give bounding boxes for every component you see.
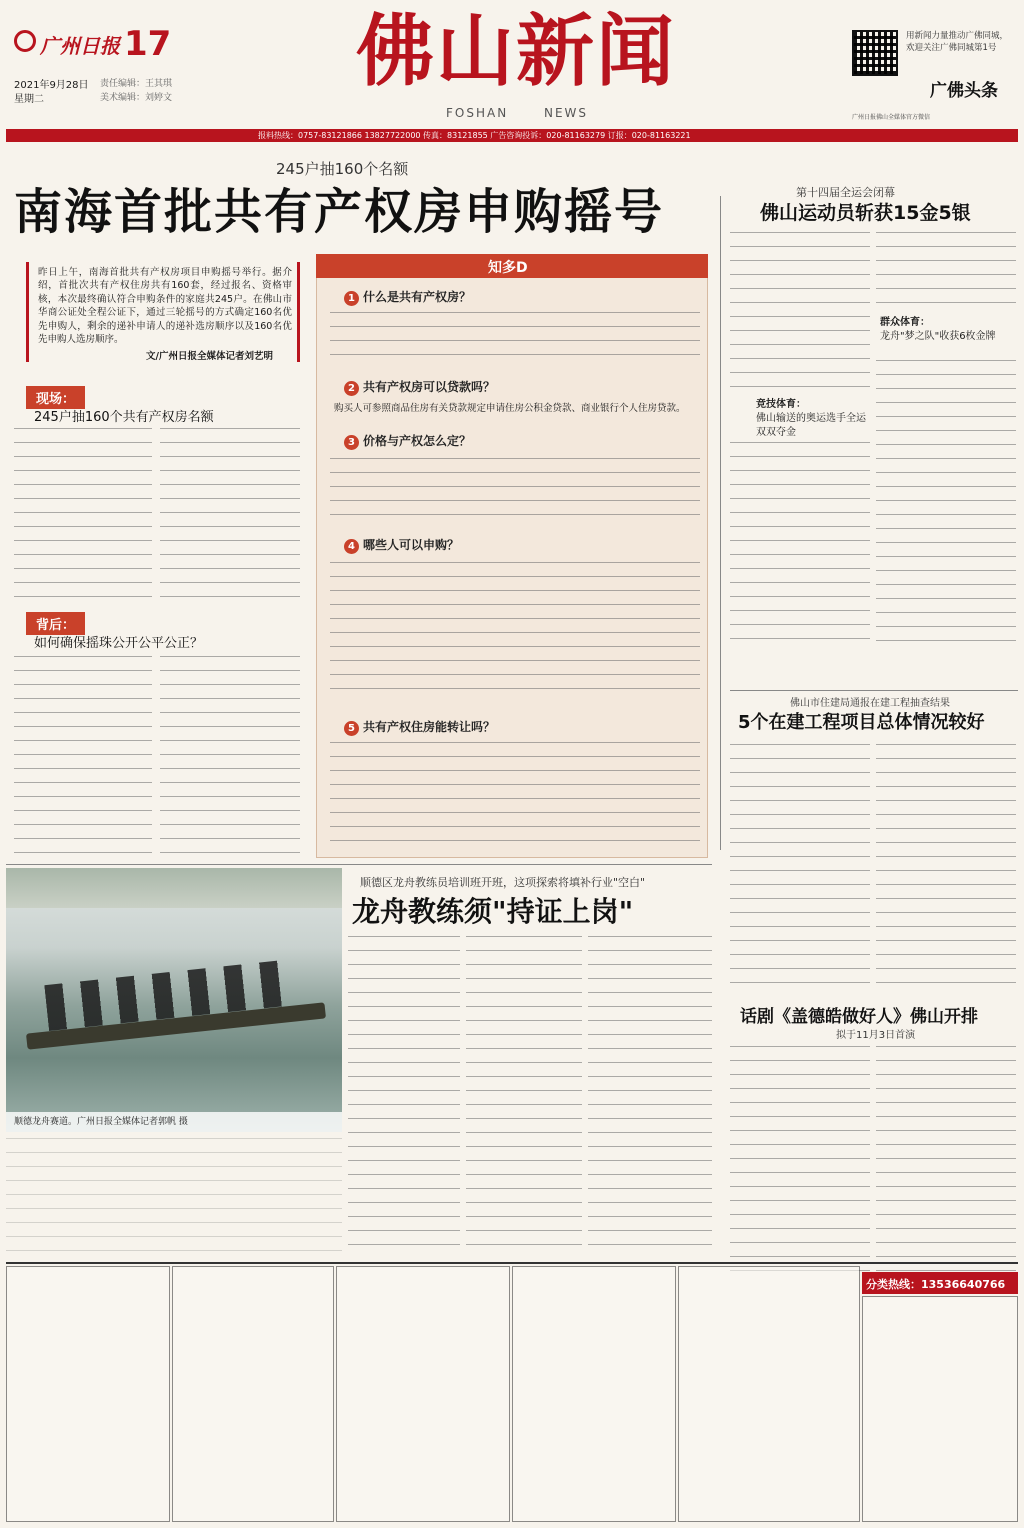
drama-text-col1	[730, 1046, 870, 1274]
ad-block-5	[678, 1266, 860, 1522]
q5-title: 共有产权住房能转让吗？	[363, 720, 496, 734]
hotline-bar-text: 报料热线：0757-83121866 13827722000 传真：83121855 广告咨询投诉：020-81163279 订报：020-81163221	[258, 131, 691, 140]
sports-sub1-label: 竞技体育：	[756, 399, 806, 410]
masthead	[0, 0, 1024, 128]
q5-text	[330, 742, 700, 850]
sub2-title: 如何确保摇珠公开公平公正？	[34, 636, 204, 651]
sub2-tag: 背后：	[26, 612, 85, 635]
sports-headline: 佛山运动员斩获15金5银	[760, 202, 971, 224]
lead-text-col4	[160, 656, 300, 856]
dragon-text-col1	[348, 936, 460, 1254]
ad-block-1	[6, 1266, 170, 1522]
right-column-divider	[720, 196, 721, 850]
section-subtitle-left: FOSHAN	[446, 106, 509, 120]
sports-text-col1b	[730, 442, 870, 650]
sports-kicker: 第十四届全运会闭幕	[796, 186, 895, 199]
sub1-title: 245户抽160个共有产权房名额	[34, 410, 214, 425]
construction-headline: 5个在建工程项目总体情况较好	[738, 712, 985, 733]
dragon-kicker: 顺德区龙舟教练员培训班开班，这项探索将填补行业"空白"	[360, 876, 646, 889]
ad-block-2	[172, 1266, 334, 1522]
lead-headline: 南海首批共有产权房申购摇号	[14, 184, 665, 240]
q2-answer: 购买人可参照商品住房有关贷款规定申请住房公积金贷款、商业银行个人住房贷款。	[334, 403, 686, 414]
construction-kicker: 佛山市住建局通报在建工程抽查结果	[790, 698, 950, 709]
q1-text	[330, 312, 700, 364]
construction-text-col1	[730, 744, 870, 994]
lead-kicker: 245户抽160个名额	[276, 160, 409, 178]
section-subtitle-right: NEWS	[544, 106, 589, 120]
sports-sub2-label: 群众体育：	[880, 317, 930, 328]
ad-block-4	[512, 1266, 676, 1522]
sports-text-col2b	[876, 360, 1016, 650]
ad-block-3	[336, 1266, 510, 1522]
q2-heading	[344, 376, 495, 396]
lead-byline: 文/广州日报全媒体记者刘艺明	[146, 351, 273, 362]
q3-text	[330, 458, 700, 524]
qr-caption: 广州日报佛山全媒体官方微信	[852, 114, 931, 121]
q3-title: 价格与产权怎么定？	[363, 434, 472, 448]
sub1-tag: 现场：	[26, 386, 85, 409]
dragon-top-rule	[6, 864, 712, 865]
dragon-text-col3	[588, 936, 712, 1254]
ad-block-6	[862, 1296, 1018, 1522]
paper-logo	[14, 30, 36, 52]
dragon-boat-photo	[6, 868, 342, 1132]
zhiduodian-title: 知多D	[488, 260, 528, 276]
q4-number: 4	[344, 539, 359, 554]
q3-number: 3	[344, 435, 359, 450]
lead-text-col1	[14, 428, 152, 600]
sports-sub2	[880, 316, 1014, 344]
q2-title: 共有产权房可以贷款吗？	[363, 380, 496, 394]
issue-weekday: 星期二	[14, 94, 44, 105]
photo-treeline	[6, 868, 342, 908]
photo-caption: 顺德龙舟赛道。广州日报全媒体记者郭帆 摄	[6, 1112, 342, 1132]
promo-text: 用新闻力量推动广佛同城，欢迎关注广佛同城第1号	[906, 31, 1009, 53]
q1-heading	[344, 286, 471, 306]
q2-number: 2	[344, 381, 359, 396]
construction-text-col2	[876, 744, 1016, 994]
sports-text-col2	[876, 232, 1016, 312]
q4-heading	[344, 534, 459, 554]
lead-text-col3	[14, 656, 152, 856]
issue-date: 2021年9月28日	[14, 80, 89, 91]
paper-name: 广州日报	[40, 34, 120, 58]
drama-sub: 拟于11月3日首演	[836, 1030, 916, 1041]
dragon-headline: 龙舟教练须"持证上岗"	[352, 895, 634, 928]
q1-title: 什么是共有产权房？	[363, 290, 472, 304]
q4-text	[330, 562, 700, 700]
drama-headline: 话剧《盖德皓做好人》佛山开排	[740, 1007, 978, 1027]
dragon-text-under-photo	[6, 1138, 342, 1254]
q5-number: 5	[344, 721, 359, 736]
sports-text-col1	[730, 232, 870, 396]
editor-credit: 责任编辑：王其琪	[100, 79, 173, 89]
sports-sub2-text: 龙舟"梦之队"收获6枚金牌	[880, 331, 996, 342]
drama-text-col2	[876, 1046, 1016, 1274]
ads-hotline[interactable]: 分类热线：13536640766	[866, 1278, 1006, 1291]
sports-sub1	[756, 398, 874, 440]
qr-code[interactable]	[852, 30, 898, 76]
construction-top-rule	[730, 690, 1018, 691]
dragon-text-col2	[466, 936, 582, 1254]
ads-top-rule	[6, 1262, 1018, 1264]
q5-heading	[344, 716, 495, 736]
promo-brand: 广佛头条	[930, 81, 998, 101]
section-title: 佛山新闻	[355, 6, 676, 97]
page-number: 17	[124, 24, 172, 64]
lead-summary: 昨日上午，南海首批共有产权房项目申购摇号举行。据介绍，首批次共有产权住房共有160套，经过报名、资格审核，本次最终确认符合申购条件的家庭共245户。在佛山市华商公证处全程公证下，通过三轮摇号的方式确定160名优先申购人，剩余的递补申请人的递补选房顺序以及160名优先申购人选房顺序。	[38, 267, 292, 346]
sports-sub1-text: 佛山输送的奥运选手全运双双夺金	[756, 413, 866, 438]
q3-heading	[344, 430, 471, 450]
art-editor-credit: 美术编辑：刘婷文	[100, 93, 173, 103]
lead-text-col2	[160, 428, 300, 600]
q4-title: 哪些人可以申购？	[363, 538, 460, 552]
q1-number: 1	[344, 291, 359, 306]
